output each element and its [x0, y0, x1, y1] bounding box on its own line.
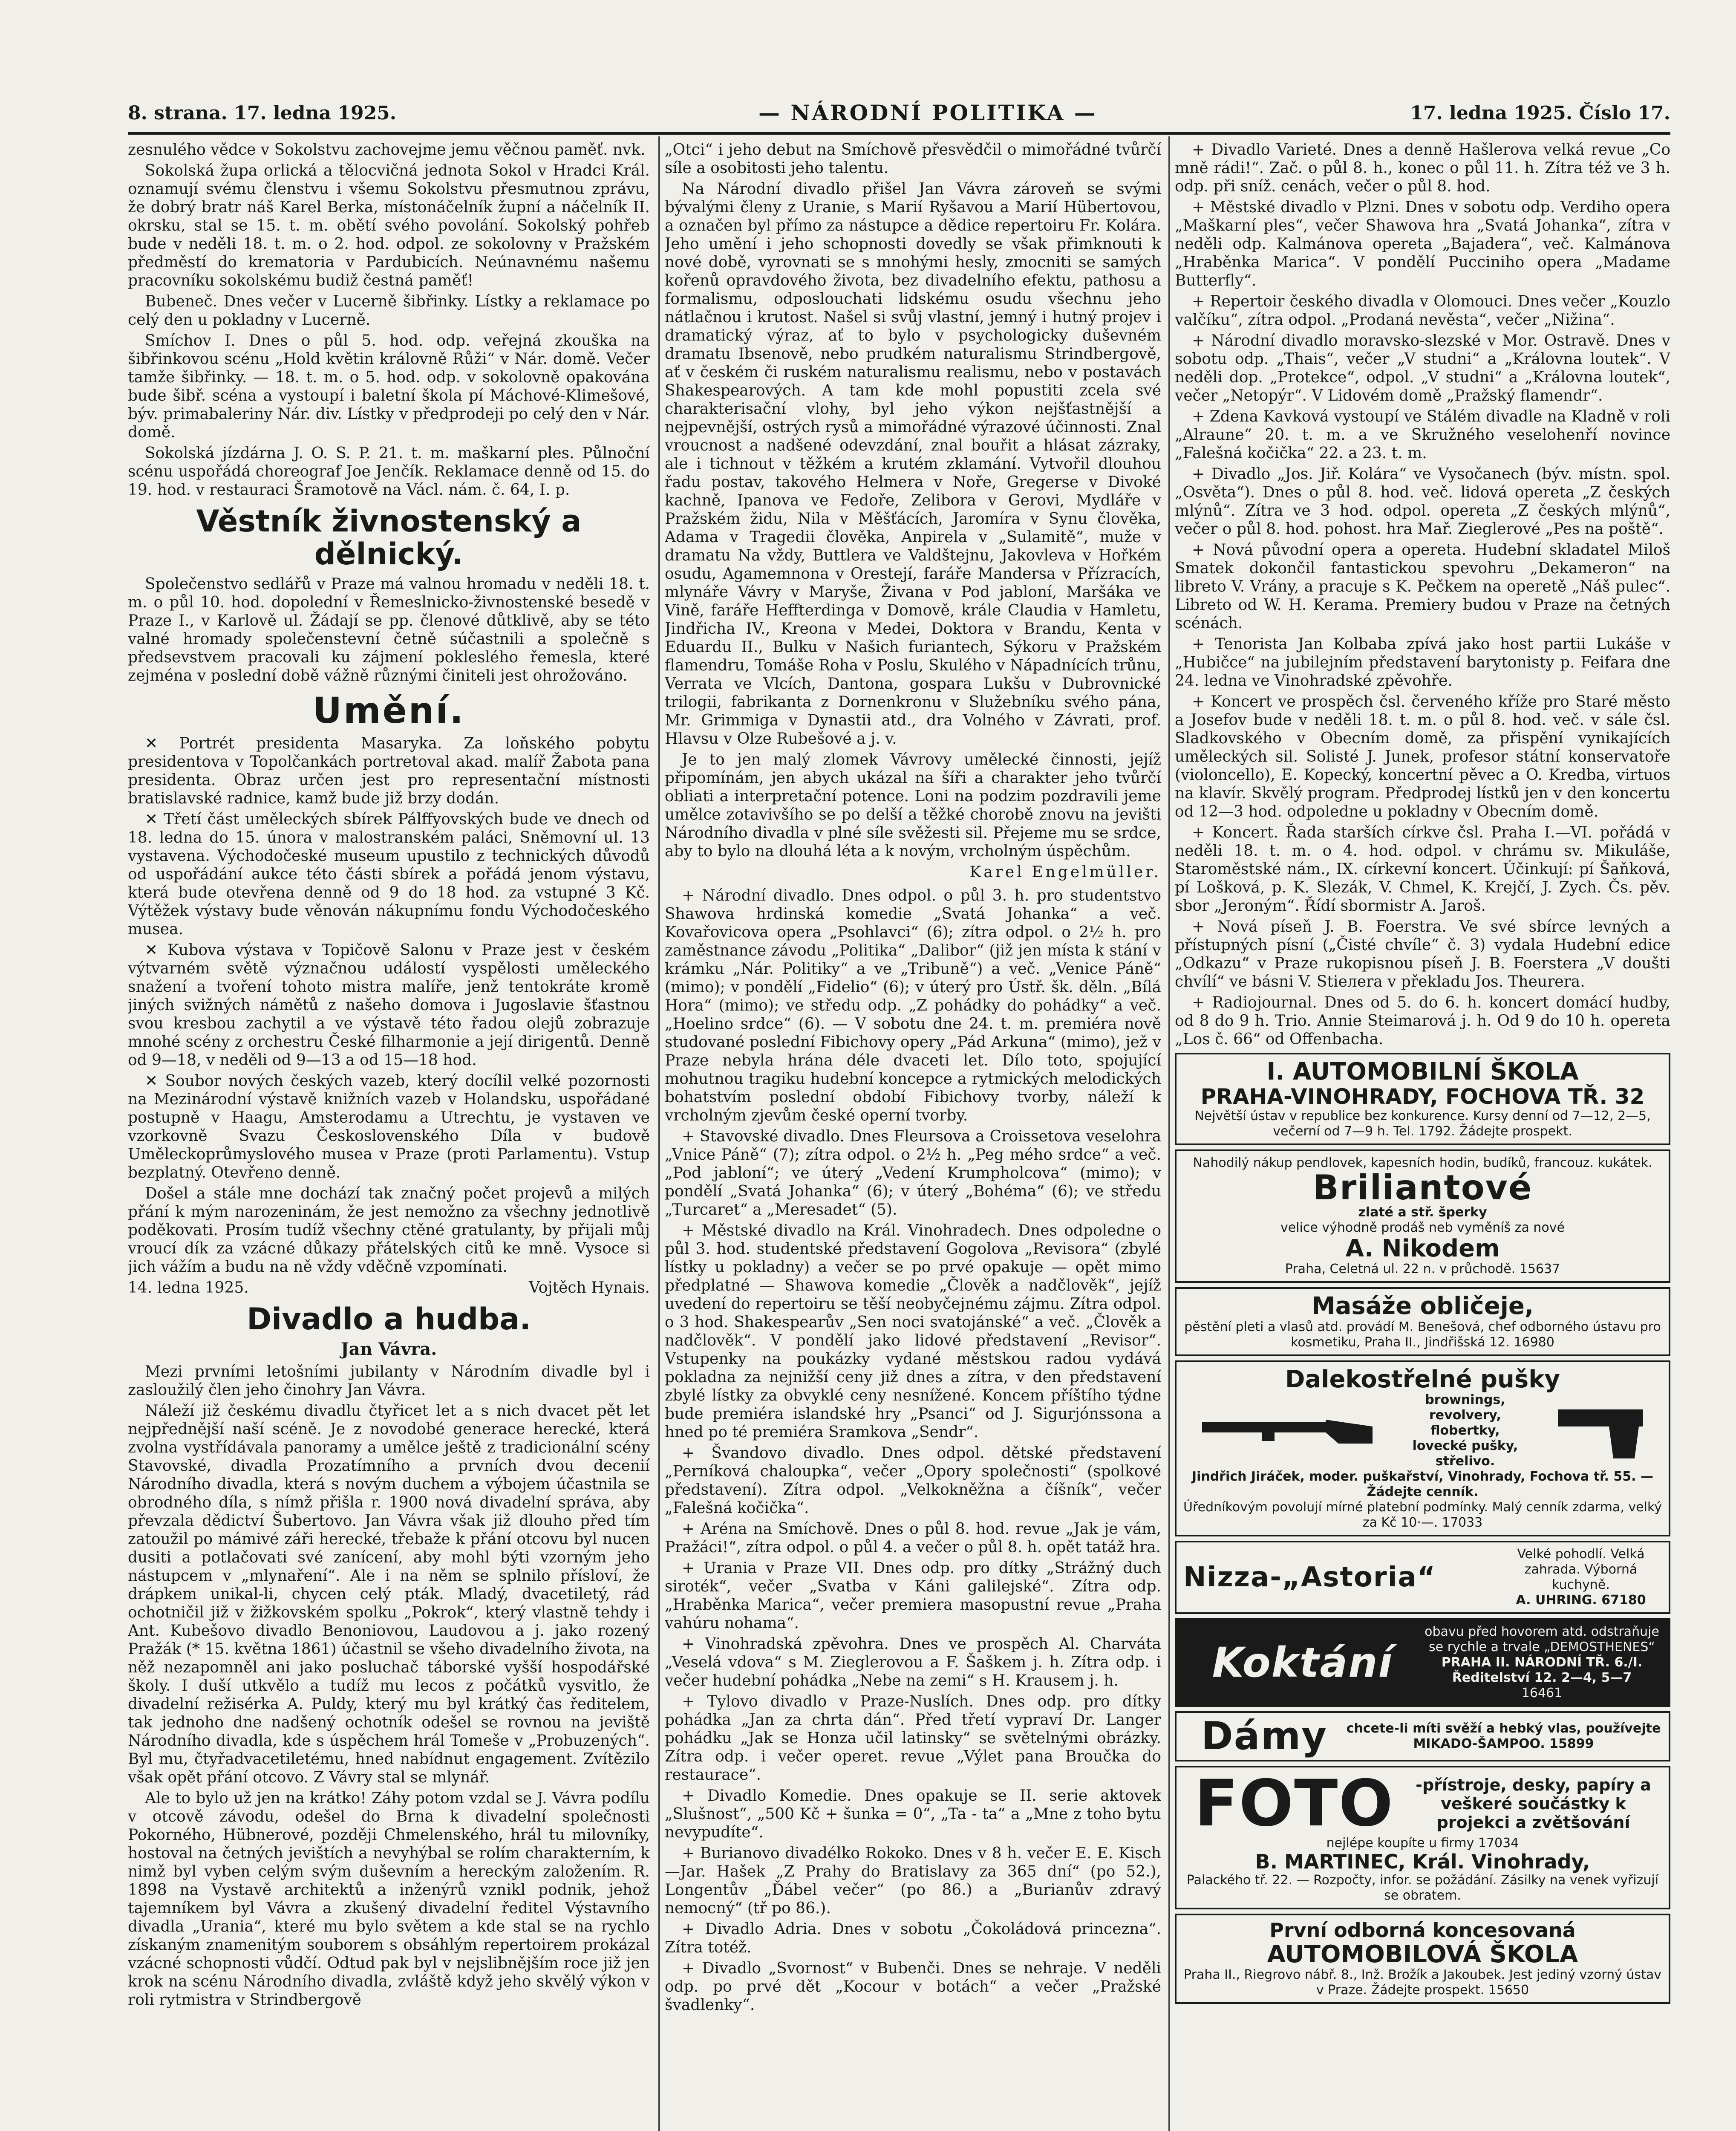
article-text: Společenstvo sedlářů v Praze má valnou hromadu v neděli 18. t. m. o půl 10. hod. dopolední v Řemeslnicko-živnostenské besedě v Praze I., v Karlově ul. Žádají se pp. členové důtklivě, aby se této valné hromady společenstevní četně súčastnili a společně s předsevstvem pracovali ku zájmení poklesléhо řemesla, které zejména v poslední době vážně různými činiteli jest ohrožováno.	[128, 575, 650, 684]
article-text: „Otci“ i jeho debut na Smíchově přesvědčil o mimořádné tvůrčí síle a osobitosti jeho talentu.	[665, 141, 1161, 177]
article-text: + Divadlo „Jos. Jiř. Kolára“ ve Vysočanech (býv. místn. spol. „Osvěta“). Dnes o půl 8. hod. več. lidová opereta „Z českých mlýnů“. Zítra ve 3 hod. odpol. opereta „Z českých mlýnů“, večer o půl 8. hod. pohost. hra Mař. Zieglerové „Pes na poště“.	[1175, 465, 1670, 538]
signature-date: 14. ledna 1925.	[128, 1279, 249, 1297]
article-text: + Divadlo Varieté. Dnes a denně Hašlerova velká revue „Co mně rádi!“. Zač. o půl 8. h., konec o půl 11. h. Zítra též ve 3 h. odp. při sníž. cenách, večer o půl 8. hod.	[1175, 141, 1670, 195]
ad-header	[1183, 1767, 1662, 1841]
ad-text: Největší ústav v republice bez konkurence. Kursy denní od 7—12, 2—5, večerní od 7—9 h. Tel. 1792. Žádejte prospekt.	[1194, 1108, 1651, 1139]
ad-text: Nahodilý nákup pendlovek, kapesních hodin, budíků, francouz. kukátek.	[1193, 1155, 1652, 1170]
ad-title: První odborná koncesovaná	[1269, 1918, 1576, 1942]
ad-subtitle: PRAHA-VINOHRADY, FOCHOVA TŘ. 32	[1200, 1084, 1645, 1109]
article-text: Smíchov I. Dnes o půl 5. hod. odp. veřejná zkouška na šibřinkovou scénu „Hold květin královně Růži“ v Nár. domě. Večer tamže šibřinky. — 18. t. m. o 5. hod. odp. v sokolovně opakována bude šibř. scéna a vystoupí i baletní škola pí Máchové-Klimešové, býv. primabaleriny Nár. div. Lístky v předprodeji po celý den v Nár. domě.	[128, 332, 650, 441]
article-text: + Vinohradská zpěvohra. Dnes ve prospěch Al. Charváta „Veselá vdova“ s M. Zieglerovou a F. Šaškem j. h. Zítra odp. i večer hudební pohádka „Nebe na zemi“ s H. Krausem j. h.	[665, 1635, 1161, 1689]
article-text: + Aréna na Smíchově. Dnes o půl 8. hod. revue „Jak je vám, Pražáci!“, zítra odpol. o půl 4. a večer o půl 8. h. opět tatáž hra.	[665, 1520, 1161, 1556]
header-rule	[128, 132, 1670, 135]
article-text: + Repertoir českého divadla v Olomouci. Dnes večer „Kouzlo valčíku“, zítra odpol. „Prodaná nevěsta“, večer „Nižina“.	[1175, 293, 1670, 329]
article-text: Bubeneč. Dnes večer v Lucerně šibřinky. Lístky a reklamace po celý den u pokladny v Lucerně.	[128, 293, 650, 329]
article-text: + Nová původní opera a opereta. Hudební skladatel Miloš Smatek dokončil fantastickou spevohru „Dekameron“ na libreto V. Vrány, a pracuje s K. Pečkem na operetě „Náš pulec“. Libreto od W. H. Kerama. Premiery budou v Praze na četných scénách.	[1175, 541, 1670, 632]
ad-text: obavu před hovorem atd. odstraňuje se rychle a trvale „DEMOSTHENES“	[1425, 1624, 1659, 1655]
column-1	[128, 141, 650, 2131]
article-heading: Jan Vávra.	[340, 1339, 437, 1360]
signature-line	[128, 1279, 650, 1297]
article-text: + Divadlo „Svornost“ v Bubenči. Dnes se nehraje. V neděli odp. po prvé dět „Kocour v botách“ a večer „Pražské švadlenky“.	[665, 1960, 1161, 2014]
ad-text: Velké pohodlí. Velká zahrada. Výborná kuchyně.	[1517, 1547, 1645, 1593]
advertisement-foto	[1175, 1766, 1670, 1909]
advertisement-mikado	[1175, 1711, 1670, 1761]
article-text: Na Národní divadlo přišel Jan Vávra zároveň se svými bývalými členy z Uranie, s Marií Ryšavou a Marií Hübertovou, a označen byl přímo za nástupce a dědice repertoiru Fr. Kolára. Jeho umění i jeho schopnosti dovedly se však přimknouti k nové době, vyrovnati se s mnohými hesly, zmocniti se samých kořenů opravdového života, bez divadelního efektu, pathosu a formalismu, odposlouchati lidskému osudu všechnu jeho nátlačnou i krutost. Našel si svůj vlastní, jemný i hutný projev i dramatický výraz, ať to bylo v psychologicky duševném dramatu Ibsenově, nebo prudkém naturalismu Strindbergově, ať v českém či ruském naturalismu realismu, nebo v postavách Shakespearových. A tam kde mohl popustiti zcela své charakterisační vlohy, byl jeho výkon nejšťastnější a nejpevnější, ostrých rysů a mimořádné výrazové účinnosti. Znal vroucnost a nadšené odevzdání, znal bouřit a hlásat zázraky, ale i tichnout v těžkém a krutém zklamání. Vytvořil dlouhou řadu postav, takového Helmera v Noře, Gregerse v Divoké kachně, Ipanova ve Fedoře, Zeliborа v Gerovi, Mydláře v Pražském židu, Nila v Měšťácích, Jaromíra v Synu člověka, Adama v Tragedii člověka, Anpirela v „Sulamitě“, muže v dramatu Na vždy, Buttlera ve Valdštejnu, Jakovleva v Hořkém osudu, Agamemnona v Orestejí, faráře Mandersa v Přízracích, mlynáře Vávry v Maryše, Živana v Pod jabloní, Maršáka ve Vině, faráře Heffterdinga v Domově, krále Claudia v Hamletu, Jindřicha IV., Kreona v Medei, Doktora v Brandu, Kenta v Eduardu II., Bulku v Našich furiantech, Sýkoru v Pražském flamendru, Tomáše Roha v Poslu, Skulého v Nápadnících trůnu, Verrata ve Vlcích, Dantona, gospara Lukšu v Dubrovnické trilogii, fabrikanta z Dornenkronu v Služebníku svého pána, Mr. Grimmiga v Dynastii atd., dra Volného v Závrati, prof. Hlavsu v Olze Rubešové a j. v.	[665, 180, 1161, 748]
article-text: + Švandovo divadlo. Dnes odpol. dětské představení „Perníková chaloupka“, večer „Opory společnosti“ (spolkové představení). Zítra odpol. „Velkokněžna a číšník“, večer „Falešná kočička“.	[665, 1444, 1161, 1517]
ad-title: Nizza-„Astoria“	[1183, 1562, 1436, 1594]
ad-address: Praha, Celetná ul. 22 n. v průchodě. 15637	[1285, 1262, 1560, 1277]
ad-text: brownings, revolvery, flobertky, lovecké pušky, střelivo.	[1412, 1392, 1518, 1469]
column-divider	[1168, 136, 1170, 2131]
ad-title: Dámy	[1201, 1714, 1327, 1759]
article-text: + Urania v Praze VII. Dnes odp. pro dítky „Strážný duch siroték“, večer „Svatba v Káni galilejské“. Zítra odp. „Hraběnka Marica“, večer premiera masopustní revue „Praha vahúru nohama“.	[665, 1559, 1161, 1632]
advertisement-pusky	[1175, 1360, 1670, 1537]
ad-subtitle: AUTOMOBILOVÁ ŠKOLA	[1267, 1940, 1578, 1968]
advertisement-koktani	[1175, 1618, 1670, 1707]
ad-firm: Jindřich Jiráček, moder. puškařství, Vinohrady, Fochova tř. 55. — Žádejte cenník.	[1191, 1469, 1653, 1500]
ad-text: zlaté a stř. šperky	[1358, 1204, 1487, 1220]
article-text: ✕ Soubor nových českých vazeb, který docílil velké pozornosti na Mezinárodní výstavě knižních vazeb v Holandsku, uspořádané postupně v Haagu, Amsterodamu a Utrechtu, je vystaven ve vzorkovně Svazu Československého Díla v budově Uměleckoprůmyslového musea v Praze (proti Parlamentu). Vstup bezplatný. Otevřeno denně.	[128, 1072, 650, 1182]
ad-text: velice výhodně prodáš neb vyměníš za nové	[1280, 1220, 1565, 1235]
article-text: + Nová píseň J. B. Foerstra. Ve své sbírce levných a přístupných písní („Čisté chvíle“ č. 3) vydala Hudební edice „Odkazu“ v Praze rukopisnou píseň J. B. Foerstera „V doušti chvílí“ ve básni V. Stieлera v překladu Jos. Theurera.	[1175, 918, 1670, 990]
article-text: ✕ Třetí část uměleckých sbírek Pálffyovských bude ve dnech od 18. ledna do 15. února v malostranském paláci, Sněmovní ul. 13 vystavena. Východočeské museum upustilo z technických důvodů od uspořádání aukce této části sbírek a pořádá jenom výstavu, která bude otevřena denně od 9 do 18 hod. za vstupné 3 Kč. Výtěžek výstavy bude věnován nákupnímu fondu Východočeského musea.	[128, 811, 650, 938]
ad-address: PRAHA II. NÁRODNÍ TŘ. 6./I. Ředitelství 12. 2—4, 5—7	[1441, 1655, 1643, 1686]
ad-details	[1422, 1624, 1662, 1701]
article-text: + Zdena Kavková vystoupí ve Stálém divadle na Kladně v roli „Alraune“ 20. t. m. a ve Skružného veselohenří novince „Falešná kočička“ 22. a 23. t. m.	[1175, 408, 1670, 462]
article-text: + Národní divadlo moravsko-slezské v Mor. Ostravě. Dnes v sobotu odp. „Thais“, večer „V studni“ a „Královna loutek“. V neděli dop. „Protekce“, odpol. „V studni“ a „Královna loutek“, večer „Netopýr“. V Lidovém domě „Pražský flamendr“.	[1175, 332, 1670, 404]
column-2	[665, 141, 1161, 2131]
ad-text: Úředníkovým povolují mírné platební podmínky. Malý cenník zdarma, velký za Kč 10·—. 17033	[1183, 1500, 1662, 1530]
ad-address: Palackého tř. 22. — Rozpočty, infor. se požádání. Zásilky na venek vyřizují se obratem.	[1186, 1872, 1659, 1903]
column-3	[1175, 141, 1670, 2131]
article-text: + Tenoristа Jan Kolbaba zpívá jako host partii Lukáše v „Hubičce“ na jubilejním představení barytonisty p. Feifara dne 24. ledna ve Vinohradské zpěvohře.	[1175, 635, 1670, 690]
ad-text: -přístroje, desky, papíry a veškeré součástky k projekci a zvětšování	[1416, 1776, 1651, 1832]
ad-details	[1500, 1547, 1662, 1608]
ad-firm: B. MARTINEC, Král. Vinohrady,	[1255, 1850, 1590, 1874]
article-text: Sokolská župa orlická a tělocvičná jednota Sokol v Hradci Král. oznamují svému členstvu i všemu Sokolstvu přesmutnou zprávu, že dobrý bratr náš Karel Berka, místonáčelník župní a náčelník II. okrsku, stal se 15. t. m. obětí svého povolání. Sokolský pohřeb bude v neděli 18. t. m. o 2. hod. odpol. ze sokolovny v Pražském předměstí do krematoria v Pardubicích. Neúnavnému našemu pracovníku sokolskému budiž čestná paměť!	[128, 162, 650, 289]
masthead	[128, 96, 1670, 134]
ad-text: chcete-li míti svěží a hebký vlas, používejte MIKADO-ŠAMPOO. 15899	[1346, 1721, 1661, 1752]
article-text: zesnulého vědce v Sokolstvu zachovejme jemu věčnou paměť. nvk.	[128, 141, 646, 159]
ad-firm: A. Nikodem	[1345, 1234, 1500, 1262]
ad-title: Koktání	[1212, 1639, 1393, 1687]
signature-name: Vojtěch Hynais.	[529, 1279, 650, 1297]
signature-name: Karel Engelmüller.	[969, 863, 1161, 881]
article-text: ✕ Kubova výstava v Topičově Salonu v Praze jest v českém výtvarném světě význačnou událostí vyspělosti uměleckého snažení a tvoření tohoto mistra malíře, jenž tentokráte kromě jiných svižných námětů z našeho domova i Jugoslavie šťastnou svou kresbou zachytil a ve výstavě této řadou olejů zobrazuje mnohé scény z orchestru České filharmonie a její dirigentů. Denně od 9—18, v neděli od 9—13 a od 15—18 hod.	[128, 941, 650, 1069]
ad-title: Masáže obličeje,	[1311, 1292, 1534, 1320]
article-text: Je to jen malý zlomek Vávrovy umělecké činnosti, jejíž připomínám, jen abych ukázal na šíři a charakter jeho tvůrčí obliati a interpretační potence. Loni na podzim pozdravili jeme umělce zotavivšího se po delší a těžké chorobě znovu na jevišti Národního divadla v plné síle svěžesti sil. Přejeme mu se srdce, aby to bylo na dlouhá léta a k novým, vrcholným úspěchům.	[665, 751, 1161, 860]
advertisement-autoskola	[1175, 1053, 1670, 1145]
ad-text: Praha II., Riegrovo nábř. 8., Inž. Brožík a Jakoubek. Jest jediný vzorný ústav v Praze. Žádejte prospekt. 15650	[1184, 1967, 1661, 1998]
ad-text: nejlépe koupíte u firmy 17034	[1326, 1836, 1519, 1851]
article-text: Ale to bylo už jen na krátko! Záhy potom vzdal se J. Vávra podílu v otcově závodu, odešel do Brna k divadelní společnosti Pokorného, Hübnerové, později Chmelenského, hrál tu milovníky, hostoval na četných jevištích a nevyhýbal se rolím charakterním, k nimž byl vyben celým svým duševním a hereckým založením. R. 1898 na Vystavě architektů a inženýrů vznikl podnik, jehož tajemníkem byl Vávra a zkušený divadelní ředitel Výstavního divadla „Urania“, které mu bylo světem a kde stal se na rychlo získaným znamenitým souborem s obsáhlým repertoirem prokázal vzácné schopnosti vůdčí. Odtud pak byl v nejslibnějším roce již jen krok na scénu Národního divadla, zvláště když jeho skvělý výkon v roli rytmistra v Strindbergově	[128, 1790, 650, 2009]
article-text: + Koncert. Řada starších církve čsl. Praha I.—VI. pořádá v neděli 18. t. m. o 4. hod. odpol. v chrámu sv. Mikuláše, Staroměstské nám., IX. církevní koncert. Účinkují: pí Šaňková, pí Lošková, p. K. Slezák, V. Chmel, K. Krejčí, J. Zych. Čs. pěv. sbor „Jeroným“. Řídí sbormistr A. Jaroš.	[1175, 824, 1670, 915]
advertisement-nizza	[1175, 1541, 1670, 1614]
ad-title: Dalekostřelné pušky	[1285, 1365, 1560, 1393]
pistol-icon	[1554, 1401, 1647, 1461]
article-text: + Divadlo Komedie. Dnes opakuje se II. serie aktovek „Slušnost“, „500 Kč + šunka = 0“, „Ta - ta“ a „Mne z toho bytu nevypudíte“.	[665, 1787, 1161, 1841]
ad-text: pěstění pleti a vlasů atd. provádí M. Benešová, chef odborného ústavu pro kosmetiku, Praha II., Jindřišská 12. 16980	[1184, 1319, 1661, 1350]
section-heading: Umění.	[312, 690, 465, 731]
ad-illustration	[1183, 1392, 1662, 1469]
article-text: + Burianovo divadélko Rokoko. Dnes v 8 h. večer E. E. Kisch—Jar. Hašek „Z Prahy do Bratislavy za 365 dní“ (po 52.), Longentův „Ďábel večer“ (po 86.) a „Burianův zdravý nemocný“ (tř po 86.).	[665, 1845, 1161, 1917]
advertisement-automobilova-skola	[1175, 1914, 1670, 2004]
article-text: Mezi prvními letošními jubilanty v Národním divadle byl i zasloužilý člen jeho činohry Jan Vávra.	[128, 1363, 650, 1399]
column-divider	[658, 136, 660, 2131]
ad-title: I. AUTOMOBILNÍ ŠKOLA	[1266, 1058, 1579, 1086]
article-text: + Koncert ve prospěch čsl. červeného kříže pro Staré město a Josefov bude v neděli 18. t. m. o půl 8. hod. več. v sále čsl. Sladkovského v Obecním domě, za přispění vynikajících uměleckých sil. Solisté J. Junek, profesor státní konservatoře (violoncello), E. Kopecký, koncertní pěvec a O. Kredba, virtuos na klavír. Skvělý program. Předprodej lístků jen v den koncertu od 12—3 hod. odpoledne u pokladny v Obecním domě.	[1175, 693, 1670, 820]
article-text: + Městské divadlo v Plzni. Dnes v sobotu odp. Verdiho opera „Maškarní ples“, večer Shawova hra „Svatá Johanka“, zítra v neděli odp. Kalmánova opereta „Bajadera“, več. Kalmánova „Hraběnka Marica“. V pondělí Pucciniho opera „Madame Butterfly“.	[1175, 199, 1670, 289]
article-text: + Tylovo divadlo v Praze-Nuslích. Dnes odp. pro dítky pohádka „Jan za chrta dán“. Před třetí vypraví Dr. Langer pohádku „Jak se Honza učil latinsky“ se světelnými obrázky. Zítra odp. i večer operet. revue „Výlet pana Broučka do restaurace“.	[665, 1693, 1161, 1784]
article-text: + Stavovské divadlo. Dnes Fleursova a Croissetova veselohra „Vnice Páně“ (7); zítra odpol. o 2½ h. „Peg mého srdce“ a več. „Pod jabloní“; ve úterý „Vedení Krumpholcova“ (mimo); v pondělí „Svatá Johanka“ (6); v úterý „Bohéma“ (6); ve středu „Turcaret“ a „Meresadet“ (5).	[665, 1128, 1161, 1219]
ad-number: 16461	[1521, 1686, 1563, 1701]
article-text: + Radiojournal. Dnes od 5. do 6. h. koncert domácí hudby, od 8 do 9 h. Trio. Annie Steimarová j. h. Od 9 do 10 h. opereta „Los č. 66“ od Offenbacha.	[1175, 994, 1670, 1048]
article-text: + Městské divadlo na Král. Vinohradech. Dnes odpoledne o půl 3. hod. studentské představení Gogolova „Revisora“ (zbylé lístky u pokladny) a večer se po prvé opakuje — opět mimo předplatné — Shawova komedie „Člověk a nadčlověk“, jejíž uvedení do repertoiru se těší neobyčejnému zájmu. Zítra odpol. o 3 hod. Shakespearův „Sen noci svatojánské“ a več. „Člověk a nadčlověk“. V pondělí jako lidové představení „Revisor“. Vstupenky na poukázky vydané městskou radou vydává pokladna za nejnižší ceny již dnes a zítra, v den představení zbylé lístky za obvyklé ceny nesnížené. Koncem příštího týdne bude premiéra islandské hry „Psanci“ od J. Sigurjónssona a hned po té premiéra Sramkova „Sendr“.	[665, 1222, 1161, 1441]
article-text: + Divadlo Adria. Dnes v sobotu „Čokoládová princezna“. Zítra totéž.	[665, 1920, 1161, 1956]
rifle-icon	[1198, 1405, 1377, 1456]
ad-title: FOTO	[1194, 1767, 1394, 1841]
article-text: + Národní divadlo. Dnes odpol. o půl 3. h. pro studentstvo Shawova hrdinská komedie „Svatá Johanka“ a več. Kovařovicova opera „Psohlavci“ (6); zítra odpol. o 2½ h. pro zaměstnance závodu „Politika“ „Dalibor“ (již jen místa k stání v krámku „Nár. Politiky“ a ve „Tribuně“) a več. „Venice Páně“ (mimo); v pondělí „Fidelio“ (6); v úterý pro Ústř. šk. děln. „Bílá Hora“ (mimo); ve středu odp. „Z pohádky do pohádky“ a več. „Hoelino srdce“ (6). — V sobotu dne 24. t. m. premiéra nově studované poslední Fibichovy opery „Pád Arkuna“ (mimo), jež v Praze nebyla hrána déle dvaceti let. Dílo toto, spojující mohutnou tragiku hudební koncepce a rytmických melodických bohatstvím poslední období Fibichovy tvorby, náleží k vrcholným zjevům české operní tvorby.	[665, 887, 1161, 1124]
advertisement-masaze	[1175, 1287, 1670, 1356]
ad-firm: A. UHRING. 67180	[1516, 1593, 1646, 1608]
article-text: Sokolská jízdárna J. O. S. P. 21. t. m. maškarní ples. Půlnoční scénu uspořádá choreograf Joe Jenčík. Reklamace denně od 15. do 19. hod. v restauraci Šramotově na Václ. nám. č. 64, I. p.	[128, 445, 650, 499]
section-heading: Věstník živnostenský a dělnický.	[196, 504, 582, 572]
advertisement-nikodem	[1175, 1149, 1670, 1283]
ad-title: Briliantové	[1312, 1167, 1533, 1207]
article-text: Došel a stále mne dochází tak značný počet projevů a milých přání k mým narozeninám, že jest nemožno za všechny jednotlivě poděkovati. Prosím tudíž všechny ctěné gratulanty, by přijali můj vroucí dík za vzácné důkazy přátelských citů ke mně. Vysoce si jich vážím a budu na ně vždy vděčně vzpomínati.	[128, 1185, 650, 1276]
issue-number: 17. ledna 1925. Číslo 17.	[1410, 102, 1670, 124]
article-text: ✕ Portrét presidenta Masaryka. Za loňského pobytu presidentova v Topolčankách portretoval akad. malíř Žabota pana presidenta. Obraz určen jest pro representační místnosti bratislavské radnice, kamž bude již brzy dodán.	[128, 735, 650, 808]
section-heading: Divadlo a hudba.	[247, 1302, 531, 1337]
page-number-date: 8. strana. 17. ledna 1925.	[128, 102, 397, 124]
article-text: Náleží již českému divadlu čtyřicet let a s nich dvacet pět let nejpřednější naší scéně. Je z novodobé generace herecké, která zvolna vystřídávala panoramy a umělce ještě z tradicionální scény Stavovské, divadla Prozatímního a prvních dvou decenií Národního divadla, která s novým duchem a výbojem účastnila se obrodného díla, s nímž přišla r. 1900 nová divadelní správa, aby převzala dědictví Šubertovo. Jan Vávra však již dlouho před tím zatoužil po mámivé záři herecké, třebaže k přání otcovu byl nucen dusiti a potlačovati své zanícení, aby mohl býti vzorným jeho nástupcem v „mlynaření“. Ale i na něm se splnilo přísloví, že drápkem unikal-li, chycen celý pták. Mladý, dvacetiletý, rád ochotničil již v žižkovském spolku „Pokrok“, který vlastně tehdy i Ant. Kubešovo divadlo Benoniovou, Laudovou a j. jako rozený Pražák (* 15. května 1861) účastnil se všeho divadelního života, na něž nezapomněl ani jako posluchač táborské vyšší hospodářské školy. I duší utkvělo a tudíž mu lecos z počátků vysvitlo, že divadelní režisérka A. Puldy, který mu byl krátký čas ředitelem, tak jednoho dne nadšený ochotník odešel se rovnou na jeviště Národního divadla, kde s úspěchem hrál Tomeše v „Probuzených“. Byl mu, čtyřadvacetiletému, hned nabídnut engagement. Zvítězilo však opět přání otcovo. Z Vávry stal se mlynář.	[128, 1402, 650, 1787]
newspaper-title: — NÁRODNÍ POLITIKA —	[758, 100, 1097, 125]
